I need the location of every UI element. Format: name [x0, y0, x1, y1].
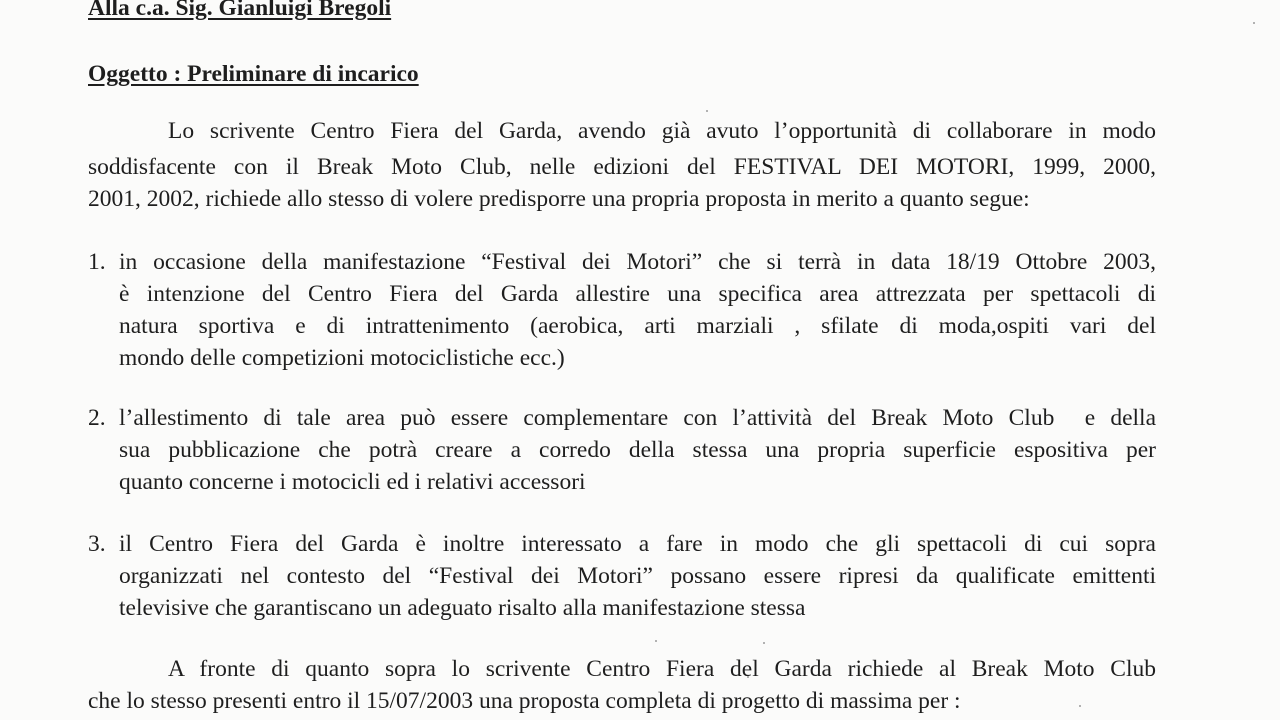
scan-speck: [763, 642, 765, 644]
list-item-number: 3.: [88, 531, 106, 557]
closing-line: A fronte di quanto sopra lo scrivente Centro Fiera del Garda richiede al Break Moto Club: [168, 656, 1156, 682]
intro-line: soddisfacente con il Break Moto Club, nelle edizioni del FESTIVAL DEI MOTORI, 1999, 2000,: [88, 154, 1156, 180]
list-item-line: in occasione della manifestazione “Festival dei Motori” che si terrà in data 18/19 Ottobre 2003,: [119, 249, 1156, 275]
list-item-line: mondo delle competizioni motociclistiche ecc.): [119, 345, 565, 371]
scan-speck: [706, 110, 708, 112]
list-item-number: 1.: [88, 249, 106, 275]
scan-speck: [1253, 22, 1255, 24]
intro-line: Lo scrivente Centro Fiera del Garda, avendo già avuto l’opportunità di collaborare in modo: [168, 118, 1156, 144]
intro-line: 2001, 2002, richiede allo stesso di volere predisporre una propria proposta in merito a quanto segue:: [88, 186, 1030, 212]
list-item-line: quanto concerne i motocicli ed i relativi accessori: [119, 469, 586, 495]
recipient-line: Alla c.a. Sig. Gianluigi Bregoli: [88, 0, 392, 21]
list-item-number: 2.: [88, 405, 106, 431]
scan-speck: [655, 640, 657, 642]
list-item-line: è intenzione del Centro Fiera del Garda allestire una specifica area attrezzata per spettacoli di: [119, 281, 1156, 307]
list-item-line: il Centro Fiera del Garda è inoltre interessato a fare in modo che gli spettacoli di cui sopra: [119, 531, 1156, 557]
list-item-line: televisive che garantiscano un adeguato risalto alla manifestazione stessa: [119, 595, 806, 621]
subject-line: Oggetto : Preliminare di incarico: [88, 61, 419, 87]
list-item-line: organizzati nel contesto del “Festival dei Motori” possano essere ripresi da qualificate emittenti: [119, 563, 1156, 589]
scan-speck: [1079, 705, 1081, 707]
list-item-line: l’allestimento di tale area può essere complementare con l’attività del Break Moto Club e della: [119, 405, 1156, 431]
list-item-line: sua pubblicazione che potrà creare a corredo della stessa una propria superficie espositiva per: [119, 437, 1156, 463]
list-item-line: natura sportiva e di intrattenimento (aerobica, arti marziali , sfilate di moda,ospiti vari del: [119, 313, 1156, 339]
closing-line: che lo stesso presenti entro il 15/07/2003 una proposta completa di progetto di massima per :: [88, 688, 961, 714]
